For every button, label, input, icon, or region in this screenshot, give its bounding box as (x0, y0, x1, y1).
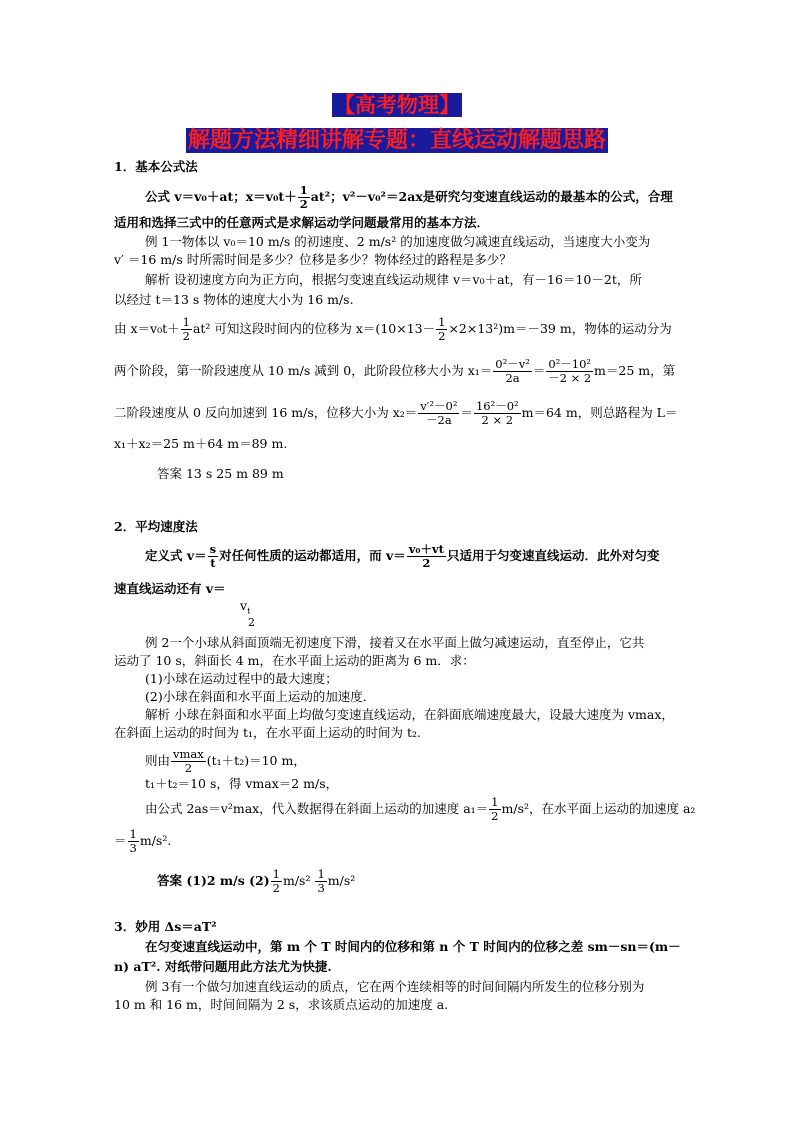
example-2-line-1: 例 2一个小球从斜面顶端无初速度下滑，接着又在水平面上做匀减速运动，直至停止，它共 (145, 635, 645, 650)
section-2-heading: 2．平均速度法 (114, 519, 198, 534)
sec1-formula-line: 公式 v＝v₀＋at；x＝v₀t＋ $\frac{1}{2}$ at²；v²－v₀²＝2ax是研究匀变速直线运动的最基本的公式，合理 (145, 183, 673, 211)
answer-2: 答案 (1)2 m/s (2) $\frac{1}{2}$ m/s² $\frac{1}{3}$ m/s² (157, 867, 356, 895)
analysis-1-line-1: 解析 设初速度方向为正方向，根据匀变速直线运动规律 v＝v₀＋at，有－16＝10－2t，所 (145, 272, 642, 287)
analysis-1-line-4: 两个阶段，第一阶段速度从 10 m/s 减到 0，此阶段位移大小为 x₁＝ $\frac{\text{0²－v²}}{2a}$ ＝ $\frac{\text{0²－10²}}{-2 \times 2}$ m＝25 m，第 (114, 357, 676, 385)
sec2-definition-line-2: 速直线运动还有 v＝ (114, 581, 226, 596)
analysis-1-line-5: 二阶段速度从 0 反向加速到 16 m/s，位移大小为 x₂＝ $\frac{\text{v′²－0²}}{-2a}$ ＝ $\frac{\text{16²－0²}}{2 \times 2}$ m＝64 m，则总路程为 L＝ (114, 399, 678, 427)
sec2-definition-line: 定义式 v＝ $\frac{s}{t}$ 对任何性质的运动都适用，而 v＝ $\frac{\text{v₀＋vt}}{2}$ 只适用于匀变速直线运动．此外对匀变 (145, 542, 660, 570)
section-1-heading: 1．基本公式法 (114, 159, 198, 174)
sec1-formula-line-2: 适用和选择三式中的任意两式是求解运动学问题最常用的基本方法． (114, 215, 490, 230)
analysis-2-line-3: 则由 $\frac{vmax}{2}$ (t₁＋t₂)＝10 m， (145, 747, 306, 775)
analysis-2-line-2: 在斜面上运动的时间为 t₁，在水平面上运动的时间为 t₂. (114, 725, 421, 740)
sec2-vt2-den: 2 (248, 616, 255, 629)
answer-1: 答案 13 s 25 m 89 m (157, 466, 284, 481)
example-2-question-1: (1)小球在运动过程中的最大速度； (145, 671, 338, 686)
analysis-1-line-3: 由 x＝v₀t＋ $\frac{1}{2}$ at² 可知这段时间内的位移为 x＝(10×13－ $\frac{1}{2}$ ×2×13²)m＝－39 m，物体的运动分为 (114, 315, 672, 343)
analysis-2-line-6: ＝ $\frac{1}{3}$ m/s². (114, 827, 172, 855)
example-3-line-2: 10 m 和 16 m，时间间隔为 2 s，求该质点运动的加速度 a. (114, 997, 449, 1012)
analysis-2-line-1: 解析 小球在斜面和水平面上均做匀变速直线运动，在斜面底端速度最大，设最大速度为 vmax， (145, 707, 674, 722)
sec3-line-1: 在匀变速直线运动中，第 m 个 T 时间内的位移和第 n 个 T 时间内的位移之差 sm－sn＝(m－ (145, 939, 681, 954)
example-1-line-2: v′ ＝16 m/s 时所需时间是多少？位移是多少？物体经过的路程是多少？ (114, 252, 512, 267)
title-line-2: 解题方法精细讲解专题：直线运动解题思路 (187, 128, 606, 153)
analysis-2-line-4: t₁＋t₂＝10 s，得 vmax＝2 m/s， (145, 776, 339, 791)
section-3-heading: 3．妙用 Δs＝aT² (114, 919, 217, 934)
title-line-1: 【高考物理】 (334, 93, 460, 117)
analysis-1-line-2: 以经过 t＝13 s 物体的速度大小为 16 m/s. (114, 292, 354, 307)
example-2-line-2: 运动了 10 s，斜面长 4 m，在水平面上运动的距离为 6 m．求： (114, 653, 475, 668)
sec2-vt2-fraction: $v_t$ (240, 598, 251, 616)
analysis-2-line-5: 由公式 2as＝v²max，代入数据得在斜面上运动的加速度 a₁＝ $\frac{1}{2}$ m/s²，在水平面上运动的加速度 a₂ (145, 795, 696, 823)
example-1-line-1: 例 1一物体以 v₀＝10 m/s 的初速度、2 m/s² 的加速度做匀减速直线运动，当速度大小变为 (145, 234, 651, 249)
example-3-line-1: 例 3有一个做匀加速直线运动的质点，它在两个连续相等的时间间隔内所发生的位移分别为 (145, 979, 645, 994)
analysis-1-line-6: x₁＋x₂＝25 m＋64 m＝89 m. (114, 436, 288, 451)
fraction: $\frac{1}{2}$ (299, 183, 308, 211)
example-2-question-2: (2)小球在斜面和水平面上运动的加速度． (145, 689, 376, 704)
sec3-line-2: n) aT². 对纸带问题用此方法尤为快捷. (114, 959, 332, 974)
